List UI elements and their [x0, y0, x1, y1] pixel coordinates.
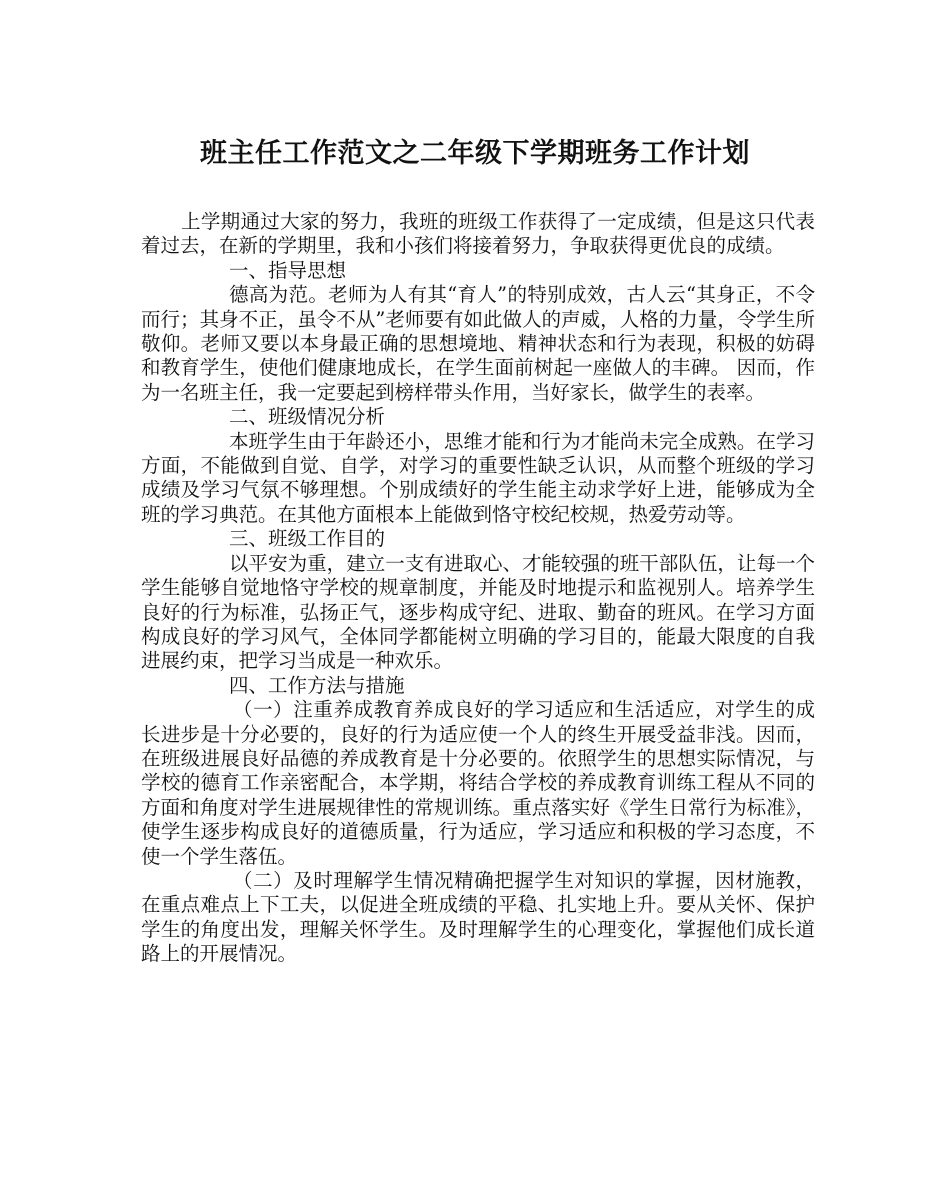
document-title: 班主任工作范文之二年级下学期班务工作计划: [200, 138, 750, 169]
paragraph-work-goals: 以平安为重，建立一支有进取心、才能较强的班干部队伍，让每一个学生能够自觉地恪守学校的规章制度，并能及时地提示和监视别人。培养学生良好的行为标准，弘扬正气，逐步构成守纪、进取、勤奋的班风。在学习方面构成良好的学习风气，全体同学都能树立明确的学习目的，能最大限度的自我进展约束，把学习当成是一种欢乐。: [141, 551, 815, 673]
paragraph-methods-1: （一）注重养成教育养成良好的学习适应和生活适应，对学生的成长进步是十分必要的，良好的行为适应使一个人的终生开展受益非浅。因而，在班级进展良好品德的养成教育是十分必要的。依照学生的思想实际情况，与学校的德育工作亲密配合，本学期，将结合学校的养成教育训练工程从不同的方面和角度对学生进展规律性的常规训练。重点落实好《学生日常行为标准》，使学生逐步构成良好的道德质量，行为适应，学习适应和积极的学习态度，不使一个学生落伍。: [141, 698, 815, 868]
section-heading-guiding-thought: 一、指导思想: [229, 258, 347, 282]
section-heading-methods: 四、工作方法与措施: [229, 673, 405, 697]
paragraph-guiding-thought: 德高为范。老师为人有其“育人”的特别成效，古人云“其身正，不令而行；其身不正，虽令不从”老师要有如此做人的声威，人格的力量，令学生所敬仰。老师又要以本身最正确的思想境地、精神状态和行为表现，积极的妨碍和教育学生，使他们健康地成长，在学生面前树起一座做人的丰碑。 因而，作为一名班主任，我一定要起到榜样带头作用，当好家长，做学生的表率。: [141, 283, 815, 404]
document-body: [141, 210, 815, 967]
section-heading-work-goals: 三、班级工作目的: [229, 527, 386, 551]
paragraph-methods-2: （二）及时理解学生情况精确把握学生对知识的掌握，因材施教，在重点难点上下工夫，以促进全班成绩的平稳、扎实地上升。要从关怀、保护学生的角度出发，理解关怀学生。及时理解学生的心理变化，掌握他们成长道路上的开展情况。: [141, 868, 815, 966]
intro-paragraph: 上学期通过大家的努力，我班的班级工作获得了一定成绩，但是这只代表着过去，在新的学期里，我和小孩们将接着努力，争取获得更优良的成绩。: [141, 210, 815, 258]
paragraph-class-analysis: 本班学生由于年龄还小，思维才能和行为才能尚未完全成熟。在学习方面，不能做到自觉、自学，对学习的重要性缺乏认识，从而整个班级的学习成绩及学习气氛不够理想。个别成绩好的学生能主动求学好上进，能够成为全班的学习典范。在其他方面根本上能做到恪守校纪校规，热爱劳动等。: [141, 429, 815, 526]
section-heading-class-analysis: 二、班级情况分析: [229, 405, 386, 429]
